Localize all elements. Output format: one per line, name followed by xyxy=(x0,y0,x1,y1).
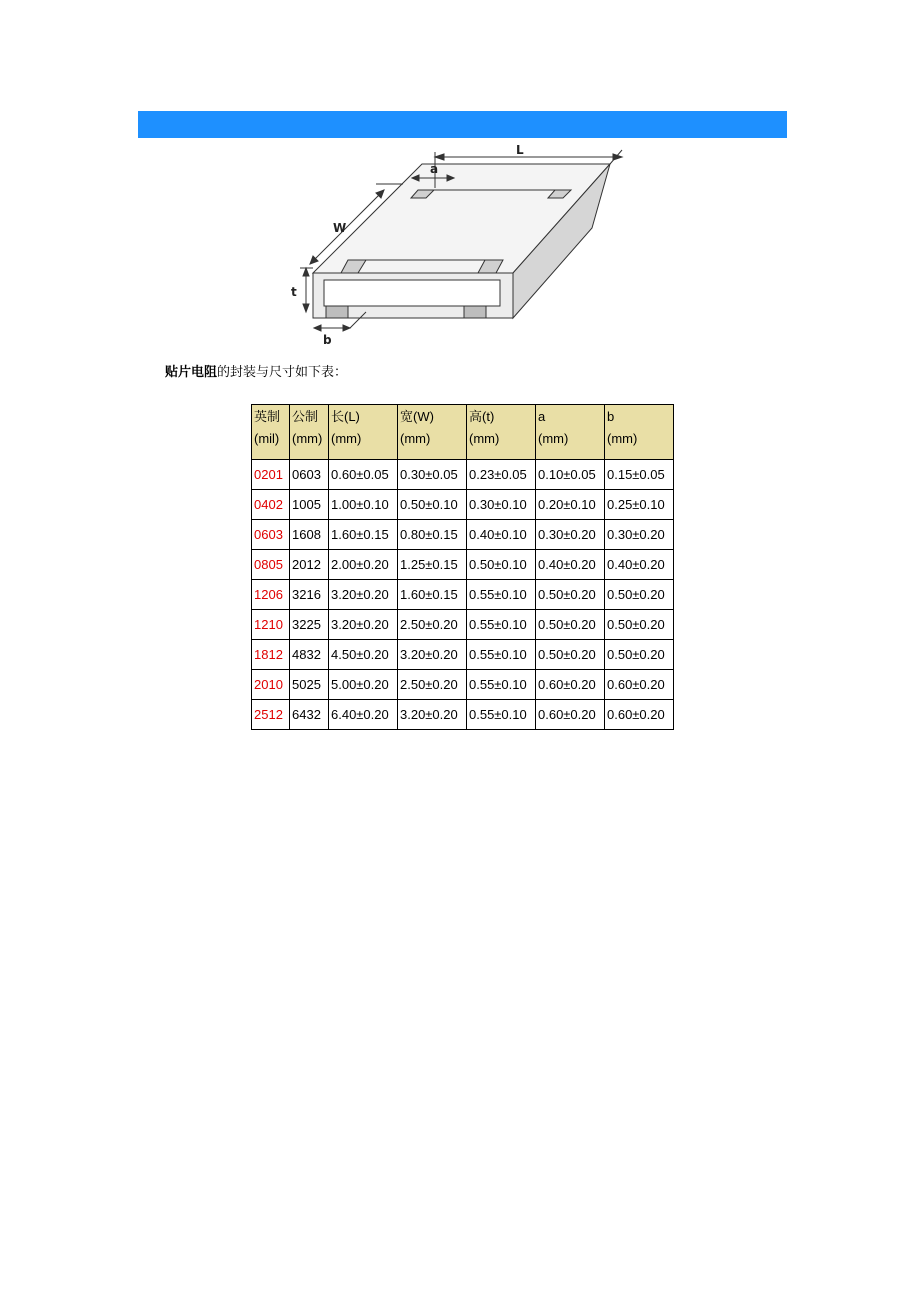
b-cell: 0.15±0.05 xyxy=(605,460,674,490)
header-cell-width: 宽(W) (mm) xyxy=(398,405,467,460)
table-row xyxy=(252,580,674,610)
diagram-label-L: L xyxy=(516,143,524,157)
imperial-code-cell: 2512 xyxy=(252,700,290,730)
caption-text: 的封装与尺寸如下表： xyxy=(217,365,348,380)
header-cell-imperial: 英制 (mil) xyxy=(252,405,290,460)
table-row xyxy=(252,490,674,520)
metric-code-cell: 0603 xyxy=(290,460,329,490)
a-cell: 0.20±0.10 xyxy=(536,490,605,520)
imperial-code-cell: 0603 xyxy=(252,520,290,550)
b-cell: 0.50±0.20 xyxy=(605,580,674,610)
table-row xyxy=(252,700,674,730)
imperial-code-cell: 1206 xyxy=(252,580,290,610)
table-row xyxy=(252,520,674,550)
a-cell: 0.50±0.20 xyxy=(536,610,605,640)
metric-code-cell: 1608 xyxy=(290,520,329,550)
width-cell: 2.50±0.20 xyxy=(398,670,467,700)
b-cell: 0.40±0.20 xyxy=(605,550,674,580)
b-cell: 0.60±0.20 xyxy=(605,700,674,730)
height-cell: 0.55±0.10 xyxy=(467,610,536,640)
width-cell: 0.50±0.10 xyxy=(398,490,467,520)
height-cell: 0.40±0.10 xyxy=(467,520,536,550)
imperial-code-cell: 0805 xyxy=(252,550,290,580)
width-cell: 3.20±0.20 xyxy=(398,700,467,730)
metric-code-cell: 5025 xyxy=(290,670,329,700)
chip-resistor-diagram xyxy=(288,140,638,352)
width-cell: 1.25±0.15 xyxy=(398,550,467,580)
a-cell: 0.60±0.20 xyxy=(536,670,605,700)
metric-code-cell: 2012 xyxy=(290,550,329,580)
width-cell: 0.80±0.15 xyxy=(398,520,467,550)
a-cell: 0.30±0.20 xyxy=(536,520,605,550)
b-cell: 0.25±0.10 xyxy=(605,490,674,520)
imperial-code-cell: 0201 xyxy=(252,460,290,490)
length-cell: 0.60±0.05 xyxy=(329,460,398,490)
a-cell: 0.50±0.20 xyxy=(536,640,605,670)
length-cell: 1.60±0.15 xyxy=(329,520,398,550)
metric-code-cell: 3216 xyxy=(290,580,329,610)
metric-code-cell: 6432 xyxy=(290,700,329,730)
header-cell-metric: 公制 (mm) xyxy=(290,405,329,460)
length-cell: 3.20±0.20 xyxy=(329,580,398,610)
table-row xyxy=(252,640,674,670)
diagram-label-a: a xyxy=(430,162,439,176)
length-cell: 6.40±0.20 xyxy=(329,700,398,730)
metric-code-cell: 4832 xyxy=(290,640,329,670)
a-cell: 0.10±0.05 xyxy=(536,460,605,490)
length-cell: 5.00±0.20 xyxy=(329,670,398,700)
b-cell: 0.50±0.20 xyxy=(605,640,674,670)
diagram-label-b: b xyxy=(323,333,332,347)
width-cell: 3.20±0.20 xyxy=(398,640,467,670)
b-cell: 0.30±0.20 xyxy=(605,520,674,550)
a-cell: 0.60±0.20 xyxy=(536,700,605,730)
b-cell: 0.60±0.20 xyxy=(605,670,674,700)
imperial-code-cell: 1812 xyxy=(252,640,290,670)
height-cell: 0.50±0.10 xyxy=(467,550,536,580)
imperial-code-cell: 1210 xyxy=(252,610,290,640)
height-cell: 0.55±0.10 xyxy=(467,700,536,730)
a-cell: 0.50±0.20 xyxy=(536,580,605,610)
b-cell: 0.50±0.20 xyxy=(605,610,674,640)
imperial-code-cell: 0402 xyxy=(252,490,290,520)
header-cell-b: b (mm) xyxy=(605,405,674,460)
width-cell: 2.50±0.20 xyxy=(398,610,467,640)
imperial-code-cell: 2010 xyxy=(252,670,290,700)
table-row xyxy=(252,610,674,640)
height-cell: 0.55±0.10 xyxy=(467,640,536,670)
table-caption xyxy=(165,361,347,380)
diagram-label-t: t xyxy=(291,285,297,299)
height-cell: 0.23±0.05 xyxy=(467,460,536,490)
length-cell: 1.00±0.10 xyxy=(329,490,398,520)
resistor-size-table xyxy=(251,404,674,730)
metric-code-cell: 1005 xyxy=(290,490,329,520)
table-row xyxy=(252,460,674,490)
table-row xyxy=(252,550,674,580)
height-cell: 0.55±0.10 xyxy=(467,670,536,700)
metric-code-cell: 3225 xyxy=(290,610,329,640)
width-cell: 0.30±0.05 xyxy=(398,460,467,490)
length-cell: 2.00±0.20 xyxy=(329,550,398,580)
header-banner xyxy=(138,111,787,138)
length-cell: 4.50±0.20 xyxy=(329,640,398,670)
height-cell: 0.30±0.10 xyxy=(467,490,536,520)
header-cell-height: 高(t) (mm) xyxy=(467,405,536,460)
header-cell-a: a (mm) xyxy=(536,405,605,460)
header-cell-length: 长(L) (mm) xyxy=(329,405,398,460)
caption-keyword: 贴片电阻 xyxy=(165,365,218,380)
table-header-row xyxy=(252,405,674,460)
length-cell: 3.20±0.20 xyxy=(329,610,398,640)
height-cell: 0.55±0.10 xyxy=(467,580,536,610)
a-cell: 0.40±0.20 xyxy=(536,550,605,580)
diagram-label-W: W xyxy=(333,221,347,235)
width-cell: 1.60±0.15 xyxy=(398,580,467,610)
table-row xyxy=(252,670,674,700)
